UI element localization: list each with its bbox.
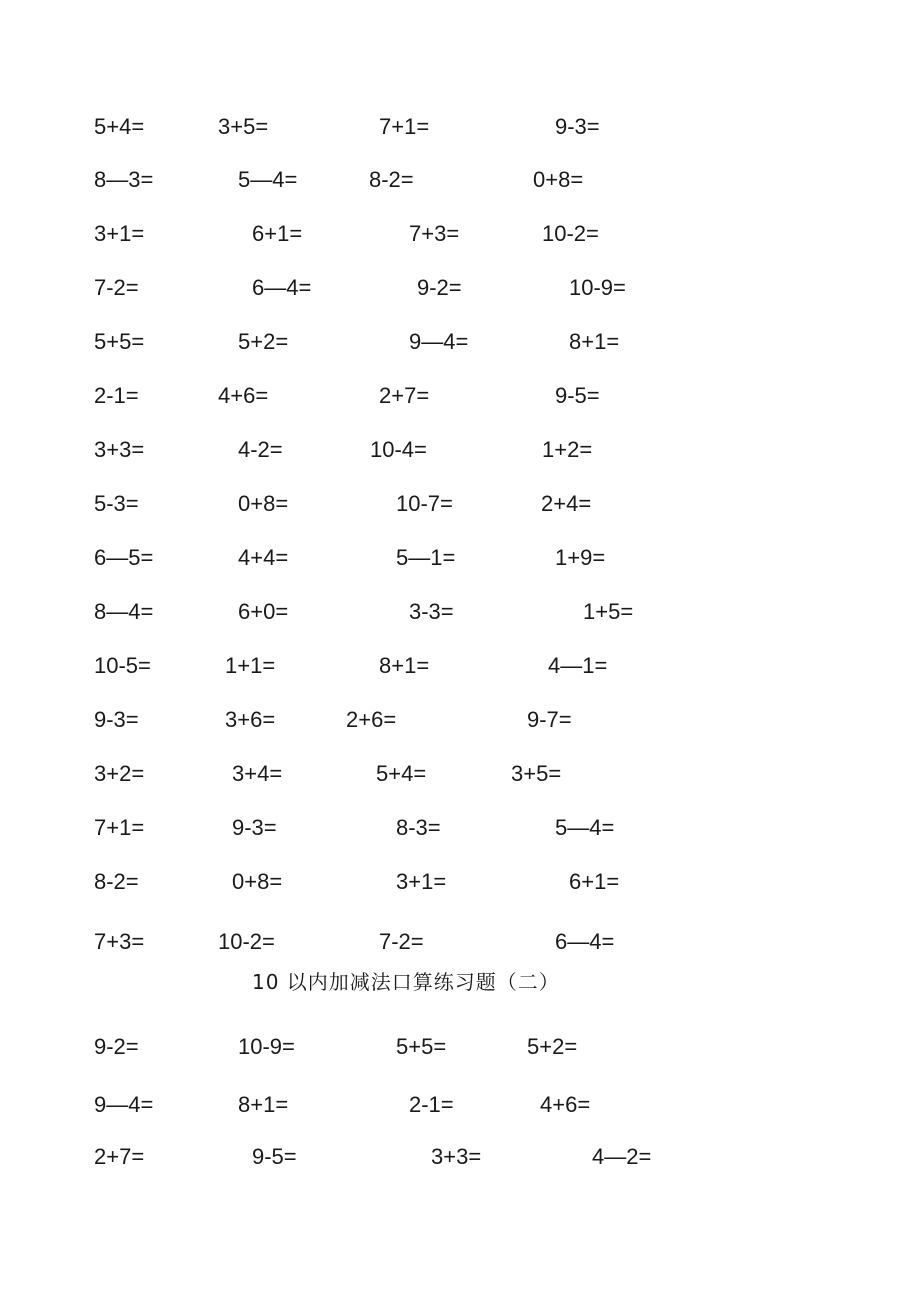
problem: 4-2=	[238, 437, 283, 462]
problem: 1+5=	[583, 599, 634, 624]
problem: 10-9=	[238, 1034, 295, 1059]
problem: 4—1=	[548, 653, 608, 678]
problem: 8-2=	[94, 869, 139, 894]
problem: 8-3=	[396, 815, 441, 840]
problem: 8+1=	[569, 329, 620, 354]
problem: 6—4=	[555, 929, 615, 954]
problem: 3+5=	[511, 761, 562, 786]
problem: 5+4=	[94, 114, 145, 139]
problem: 9-3=	[94, 707, 139, 732]
problem: 5+4=	[376, 761, 427, 786]
problem: 5+5=	[396, 1034, 447, 1059]
problem: 7-2=	[94, 275, 139, 300]
problem: 4+4=	[238, 545, 289, 570]
problem: 2+6=	[346, 707, 397, 732]
problem: 7-2=	[379, 929, 424, 954]
problem: 8—4=	[94, 599, 154, 624]
problem: 6—5=	[94, 545, 154, 570]
section-title: 10 以内加减法口算练习题（二）	[252, 970, 560, 994]
problem: 3+1=	[94, 221, 145, 246]
problem: 7+3=	[409, 221, 460, 246]
problem: 5—4=	[555, 815, 615, 840]
problem: 6—4=	[252, 275, 312, 300]
problem: 6+1=	[569, 869, 620, 894]
problem: 2+7=	[94, 1144, 145, 1169]
problem: 6+1=	[252, 221, 303, 246]
problem: 9-2=	[417, 275, 462, 300]
problem: 5+2=	[527, 1034, 578, 1059]
problem: 10-2=	[218, 929, 275, 954]
problem: 2-1=	[409, 1092, 454, 1117]
problem: 0+8=	[232, 869, 283, 894]
problem: 3+2=	[94, 761, 145, 786]
problem: 9-5=	[555, 383, 600, 408]
problem: 5-3=	[94, 491, 139, 516]
problem: 1+9=	[555, 545, 606, 570]
problem: 3+6=	[225, 707, 276, 732]
problem: 0+8=	[533, 167, 584, 192]
problem: 3+3=	[94, 437, 145, 462]
problem: 9-3=	[555, 114, 600, 139]
problem: 10-7=	[396, 491, 453, 516]
problem: 2-1=	[94, 383, 139, 408]
problem: 5+2=	[238, 329, 289, 354]
problem: 4+6=	[540, 1092, 591, 1117]
problem: 8+1=	[238, 1092, 289, 1117]
problem: 4+6=	[218, 383, 269, 408]
problem: 2+7=	[379, 383, 430, 408]
problem: 7+1=	[94, 815, 145, 840]
problem: 7+1=	[379, 114, 430, 139]
problem: 3+4=	[232, 761, 283, 786]
problem: 0+8=	[238, 491, 289, 516]
problem: 10-4=	[370, 437, 427, 462]
problem: 3-3=	[409, 599, 454, 624]
problem: 3+5=	[218, 114, 269, 139]
problem: 8+1=	[379, 653, 430, 678]
problem: 9-2=	[94, 1034, 139, 1059]
problem: 9-7=	[527, 707, 572, 732]
problem: 10-2=	[542, 221, 599, 246]
problem: 6+0=	[238, 599, 289, 624]
problem: 10-9=	[569, 275, 626, 300]
problem: 9—4=	[409, 329, 469, 354]
problem: 1+1=	[225, 653, 276, 678]
problem: 5—1=	[396, 545, 456, 570]
problem: 9-5=	[252, 1144, 297, 1169]
problem: 3+3=	[431, 1144, 482, 1169]
problem: 1+2=	[542, 437, 593, 462]
problem: 5—4=	[238, 167, 298, 192]
problem: 5+5=	[94, 329, 145, 354]
problem: 8—3=	[94, 167, 154, 192]
problem: 10-5=	[94, 653, 151, 678]
problem: 8-2=	[369, 167, 414, 192]
problem: 3+1=	[396, 869, 447, 894]
problem: 2+4=	[541, 491, 592, 516]
problem: 4—2=	[592, 1144, 652, 1169]
problem: 9—4=	[94, 1092, 154, 1117]
problem: 9-3=	[232, 815, 277, 840]
problem: 7+3=	[94, 929, 145, 954]
